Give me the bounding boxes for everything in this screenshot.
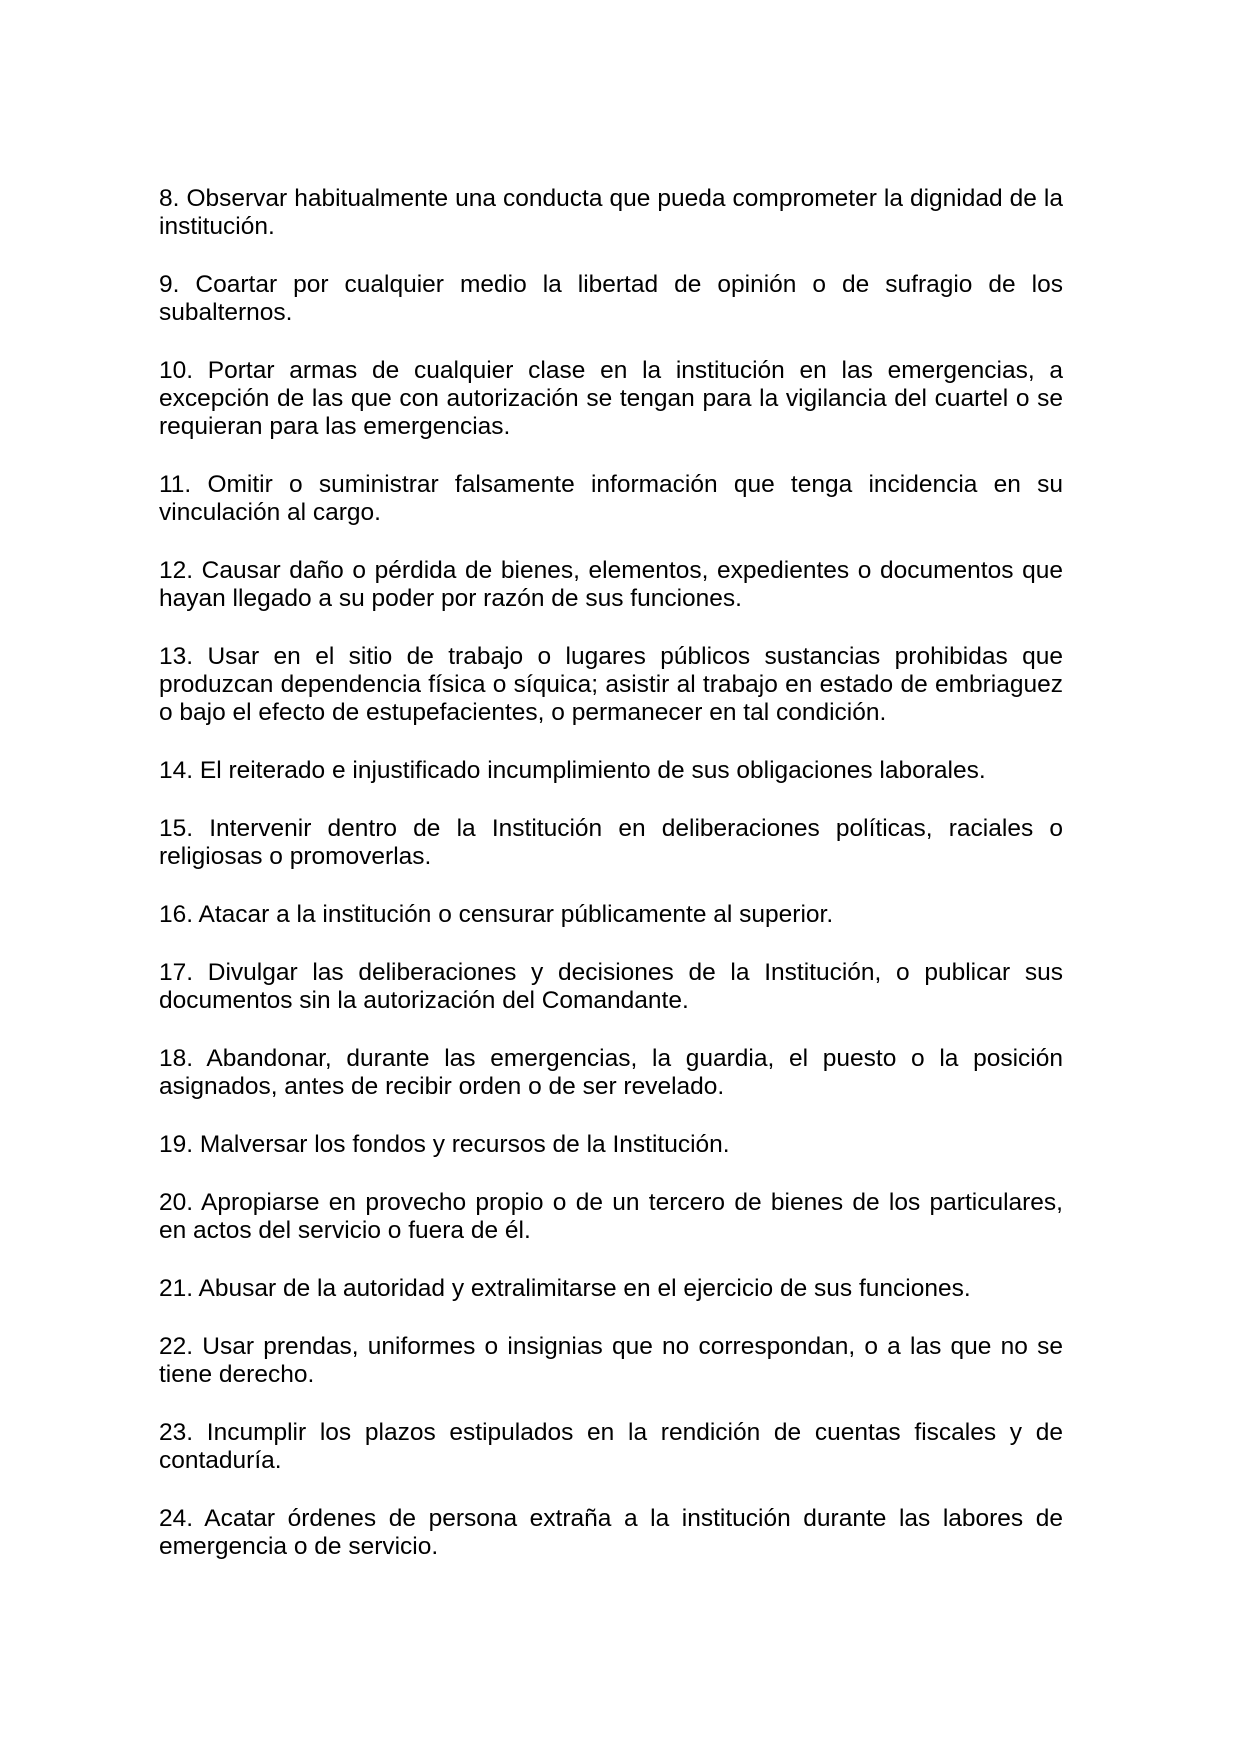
paragraph-item-24: 24. Acatar órdenes de persona extraña a la institución durante las labores de emergencia o de servicio. — [159, 1505, 1063, 1560]
paragraph-item-18: 18. Abandonar, durante las emergencias, la guardia, el puesto o la posición asignados, antes de recibir orden o de ser revelado. — [159, 1045, 1063, 1100]
paragraph-item-17: 17. Divulgar las deliberaciones y decisiones de la Institución, o publicar sus documentos sin la autorización del Comandante. — [159, 959, 1063, 1014]
paragraph-item-12: 12. Causar daño o pérdida de bienes, elementos, expedientes o documentos que hayan llegado a su poder por razón de sus funciones. — [159, 557, 1063, 612]
paragraph-item-19: 19. Malversar los fondos y recursos de la Institución. — [159, 1131, 730, 1158]
paragraph-item-14: 14. El reiterado e injustificado incumplimiento de sus obligaciones laborales. — [159, 757, 986, 784]
paragraph-item-9: 9. Coartar por cualquier medio la libertad de opinión o de sufragio de los subalternos. — [159, 271, 1063, 326]
paragraph-item-16: 16. Atacar a la institución o censurar públicamente al superior. — [159, 901, 834, 928]
paragraph-item-13: 13. Usar en el sitio de trabajo o lugares públicos sustancias prohibidas que produzcan dependencia física o síquica; asistir al trabajo en estado de embriaguez o bajo el efecto de estupefacientes, o permanecer en tal condición. — [159, 643, 1063, 726]
paragraph-item-15: 15. Intervenir dentro de la Institución en deliberaciones políticas, raciales o religiosas o promoverlas. — [159, 815, 1063, 870]
paragraph-item-10: 10. Portar armas de cualquier clase en la institución en las emergencias, a excepción de las que con autorización se tengan para la vigilancia del cuartel o se requieran para las emergencias. — [159, 357, 1063, 440]
document-body — [159, 185, 1063, 1561]
paragraph-item-8: 8. Observar habitualmente una conducta que pueda comprometer la dignidad de la institución. — [159, 185, 1063, 240]
paragraph-item-23: 23. Incumplir los plazos estipulados en la rendición de cuentas fiscales y de contaduría. — [159, 1419, 1063, 1474]
paragraph-item-11: 11. Omitir o suministrar falsamente información que tenga incidencia en su vinculación al cargo. — [159, 471, 1063, 526]
paragraph-item-22: 22. Usar prendas, uniformes o insignias que no correspondan, o a las que no se tiene derecho. — [159, 1333, 1063, 1388]
paragraph-item-20: 20. Apropiarse en provecho propio o de un tercero de bienes de los particulares, en actos del servicio o fuera de él. — [159, 1189, 1063, 1244]
paragraph-item-21: 21. Abusar de la autoridad y extralimitarse en el ejercicio de sus funciones. — [159, 1275, 971, 1302]
